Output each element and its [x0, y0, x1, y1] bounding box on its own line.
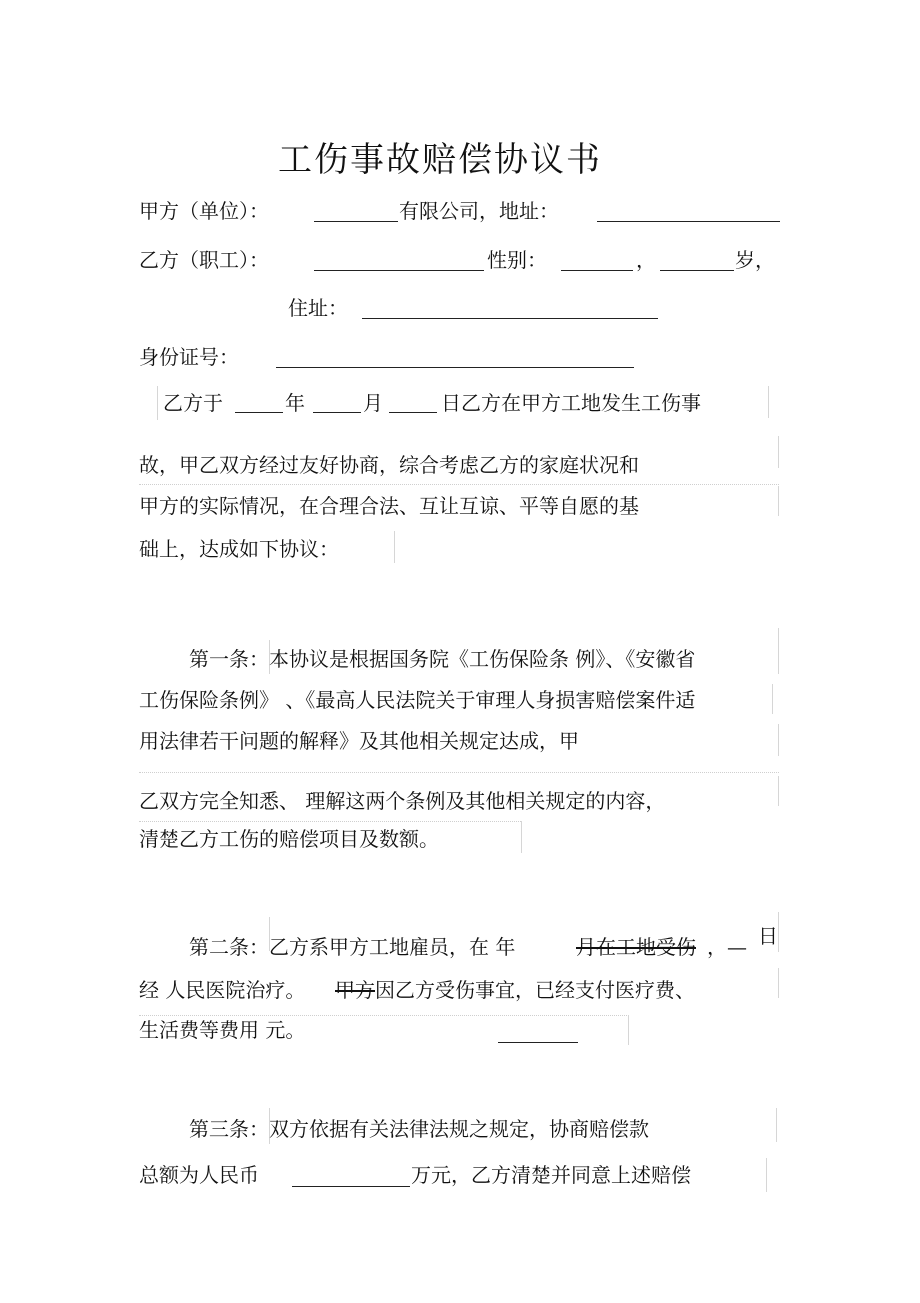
gender-blank: [561, 270, 633, 271]
article2-line2-a: 经 人民医院治疗。: [139, 978, 306, 1002]
intro-line4: 础上，达成如下协议：: [139, 537, 339, 561]
article3-line2-b: 万元，乙方清楚并同意上述赔偿: [411, 1163, 691, 1187]
id-label: 身份证号：: [139, 345, 239, 369]
dotted-rule: [139, 772, 779, 773]
article2-line2-struck: 甲方: [335, 978, 375, 1002]
dotted-rule: [139, 1015, 629, 1016]
article2-line1-a: 第二条：乙方系甲方工地雇员，在 年: [189, 935, 516, 959]
margin-rule: [778, 776, 779, 806]
margin-rule: [772, 684, 773, 714]
article2-amount-blank: [498, 1042, 578, 1043]
intro-year-blank: [235, 412, 283, 413]
article2-line3: 生活费等费用 元。: [139, 1018, 306, 1042]
dotted-rule: [139, 821, 521, 822]
intro-seg1: 乙方于: [163, 391, 223, 415]
article3-amount-blank: [292, 1186, 410, 1187]
article1-line5: 清楚乙方工伤的赔偿项目及数额。: [139, 827, 439, 851]
party-a-label: 甲方（单位）：: [139, 199, 269, 223]
intro-year: 年: [285, 391, 305, 415]
margin-rule: [778, 436, 779, 468]
gender-label: 性别：: [487, 248, 547, 272]
age-suffix: 岁，: [735, 248, 775, 272]
gender-comma: ，: [636, 248, 656, 272]
address-label: 住址：: [288, 296, 348, 320]
party-b-name-blank: [314, 270, 484, 271]
article1-line1: 第一条：本协议是根据国务院《工伤保险条 例》、《安徽省: [189, 647, 696, 671]
article2-line1-struck: 月在工地受伤: [576, 935, 696, 959]
margin-rule: [394, 531, 395, 563]
margin-rule: [768, 386, 769, 418]
article1-line2: 工伤保险条例》 、《最高人民法院关于审理人身损害赔偿案件适: [139, 688, 696, 712]
article3-line1: 第三条：双方依据有关法律法规之规定，协商赔偿款: [189, 1117, 649, 1141]
article1-line4: 乙双方完全知悉、 理解这两个条例及其他相关规定的内容，: [139, 789, 666, 813]
intro-day-blank: [389, 412, 437, 413]
margin-rule: [778, 486, 779, 516]
intro-month: 月: [363, 391, 383, 415]
margin-rule: [521, 821, 522, 853]
margin-rule: [778, 968, 779, 998]
party-a-company-blank: [314, 221, 398, 222]
intro-line3: 甲方的实际情况，在合理合法、互让互谅、平等自愿的基: [139, 494, 639, 518]
age-blank: [660, 270, 734, 271]
intro-line2: 故，甲乙双方经过友好协商，综合考虑乙方的家庭状况和: [139, 453, 639, 477]
margin-rule: [776, 1108, 777, 1142]
intro-seg2: 日乙方在甲方工地发生工伤事: [441, 391, 701, 415]
article2-line1-b: ，—: [707, 935, 747, 959]
intro-month-blank: [313, 412, 361, 413]
margin-rule: [628, 1015, 629, 1045]
margin-rule: [778, 912, 779, 952]
party-b-label: 乙方（职工）：: [139, 248, 269, 272]
document-title: 工伤事故赔偿协议书: [278, 140, 602, 180]
article2-line2-b: 因乙方受伤事宜，已经支付医疗费、: [375, 978, 695, 1002]
address-blank: [362, 318, 658, 319]
margin-rule: [778, 724, 779, 756]
margin-rule: [766, 1158, 767, 1192]
party-a-address-blank: [597, 221, 780, 222]
article3-line2-a: 总额为人民币: [139, 1163, 259, 1187]
dotted-rule: [139, 484, 779, 485]
id-blank: [276, 367, 634, 368]
margin-rule: [778, 628, 779, 674]
margin-rule: [157, 386, 158, 420]
article2-day: 日: [758, 924, 778, 948]
party-a-company-suffix: 有限公司，地址：: [399, 199, 559, 223]
article1-line3: 用法律若干问题的解释》及其他相关规定达成，甲: [139, 729, 579, 753]
